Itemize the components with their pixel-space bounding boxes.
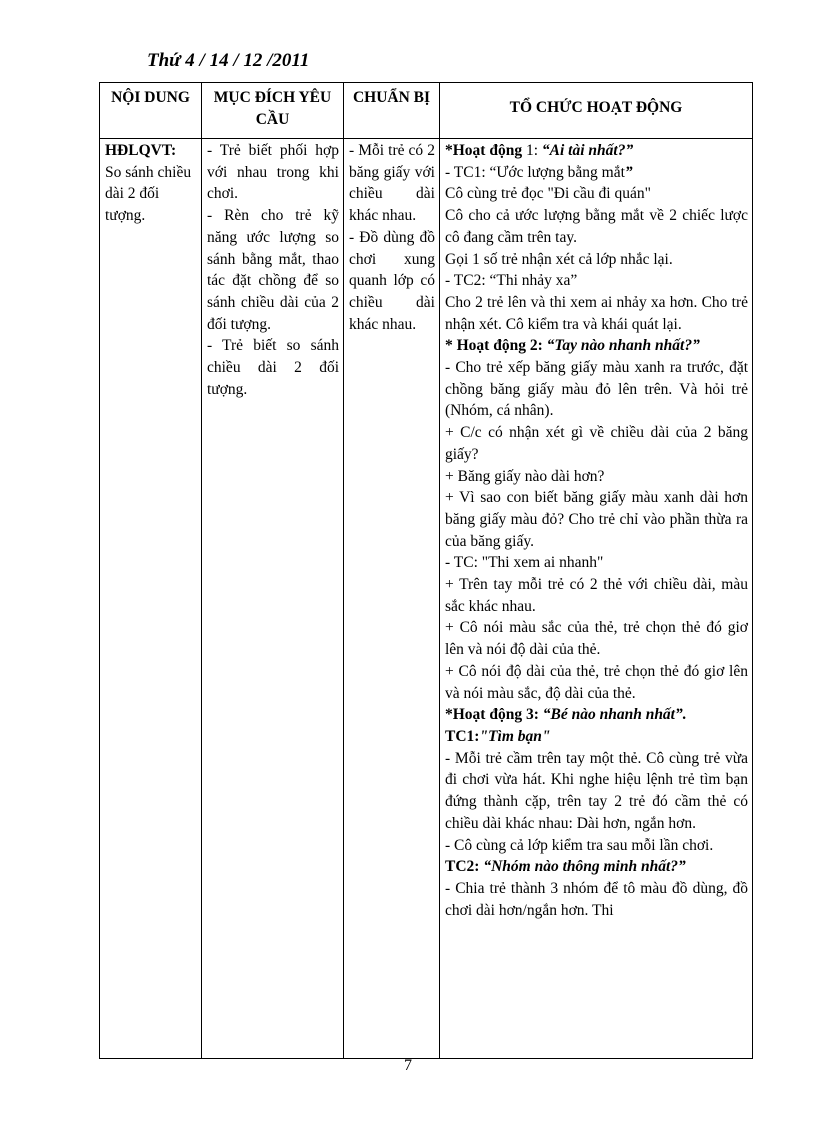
objective-item: - Rèn cho trẻ kỹ năng ước lượng so sánh bằng mắt, thao tác đặt chồng để so sánh chiều dài của 2 đối tượng.	[207, 207, 339, 333]
table-row	[100, 139, 753, 1059]
preparation-item: - Mỗi trẻ có 2 băng giấy với chiều dài khác nhau.	[349, 142, 435, 225]
header-to-chuc: TỔ CHỨC HOẠT ĐỘNG	[440, 83, 753, 139]
activity-line: - Cho trẻ xếp băng giấy màu xanh ra trước, đặt chồng băng giấy màu đỏ lên trên. Và hỏi trẻ (Nhóm, cá nhân).	[445, 359, 748, 420]
activity-line: Cho 2 trẻ lên và thi xem ai nhảy xa hơn. Cho trẻ nhận xét. Cô kiểm tra và khái quát lại.	[445, 293, 748, 333]
activity-line: - TC2: “Thi nhảy xa”	[445, 272, 578, 290]
activity-topic: So sánh chiều dài 2 đối tượng.	[105, 163, 192, 225]
game-1-heading: TC1:"Tìm bạn"	[445, 727, 551, 745]
activity-line: - TC1: “Ước lượng bằng mắt”	[445, 163, 633, 181]
page-date: Thứ 4 / 14 / 12 /2011	[147, 50, 310, 71]
objective-item: - Trẻ biết phối hợp với nhau trong khi chơi.	[207, 142, 339, 203]
activity-line: + Vì sao con biết băng giấy màu xanh dài hơn băng giấy màu đỏ? Cho trẻ chỉ vào phần thừa ra của băng giấy.	[445, 489, 748, 550]
header-noi-dung: NỘI DUNG	[100, 83, 202, 139]
activity-line: + Trên tay mỗi trẻ có 2 thẻ với chiều dài, màu sắc khác nhau.	[445, 576, 748, 615]
preparation-item: - Đồ dùng đồ chơi xung quanh lớp có chiều dài khác nhau.	[349, 228, 435, 333]
activity-line: + Băng giấy nào dài hơn?	[445, 467, 605, 485]
header-muc-dich: MỤC ĐÍCH YÊU CẦU	[202, 83, 344, 139]
activity-line: - TC: "Thi xem ai nhanh"	[445, 554, 604, 572]
activity-line: - Chia trẻ thành 3 nhóm để tô màu đồ dùng, đồ chơi dài hơn/ngắn hơn. Thi	[445, 879, 748, 919]
activity-1-heading: *Hoạt động 1: “Ai tài nhất?”	[445, 142, 634, 159]
cell-muc-dich	[202, 139, 344, 1059]
cell-to-chuc	[440, 139, 753, 1059]
header-chuan-bi: CHUẨN BỊ	[344, 83, 440, 139]
activity-line: - Mỗi trẻ cầm trên tay một thẻ. Cô cùng trẻ vừa đi chơi vừa hát. Khi nghe hiệu lệnh trẻ tìm bạn đứng thành cặp, trên tay 2 trẻ đó cầm thẻ có chiều dài khác nhau: Dài hơn, ngắn hơn.	[445, 749, 748, 832]
activity-line: + Cô nói độ dài của thẻ, trẻ chọn thẻ đó giơ lên và nói màu sắc, độ dài của thẻ.	[445, 662, 748, 702]
page-number: 7	[404, 1057, 412, 1074]
cell-noi-dung	[100, 139, 202, 1059]
activity-line: + Cô nói màu sắc của thẻ, trẻ chọn thẻ đó giơ lên và nói độ dài của thẻ.	[445, 619, 748, 659]
activity-2-heading: * Hoạt động 2: “Tay nào nhanh nhất?”	[445, 337, 700, 355]
activity-line: + C/c có nhận xét gì về chiều dài của 2 băng giấy?	[445, 424, 748, 463]
game-2-heading: TC2: “Nhóm nào thông minh nhất?”	[445, 858, 686, 876]
activity-3-heading: *Hoạt động 3: “Bé nào nhanh nhất”.	[445, 706, 687, 724]
activity-line: - Cô cùng cả lớp kiểm tra sau mỗi lần chơi.	[445, 836, 714, 854]
activity-line: Gọi 1 số trẻ nhận xét cả lớp nhắc lại.	[445, 250, 673, 268]
table-header-row	[100, 83, 753, 139]
activity-line: Cô cho cả ước lượng bằng mắt về 2 chiếc lược cô đang cầm trên tay.	[445, 207, 748, 246]
lesson-plan-table	[99, 82, 753, 1059]
objective-item: - Trẻ biết so sánh chiều dài 2 đối tượng.	[207, 337, 339, 398]
cell-chuan-bi	[344, 139, 440, 1059]
activity-code: HĐLQVT:	[105, 142, 177, 159]
activity-line: Cô cùng trẻ đọc "Đi cầu đi quán"	[445, 185, 651, 203]
